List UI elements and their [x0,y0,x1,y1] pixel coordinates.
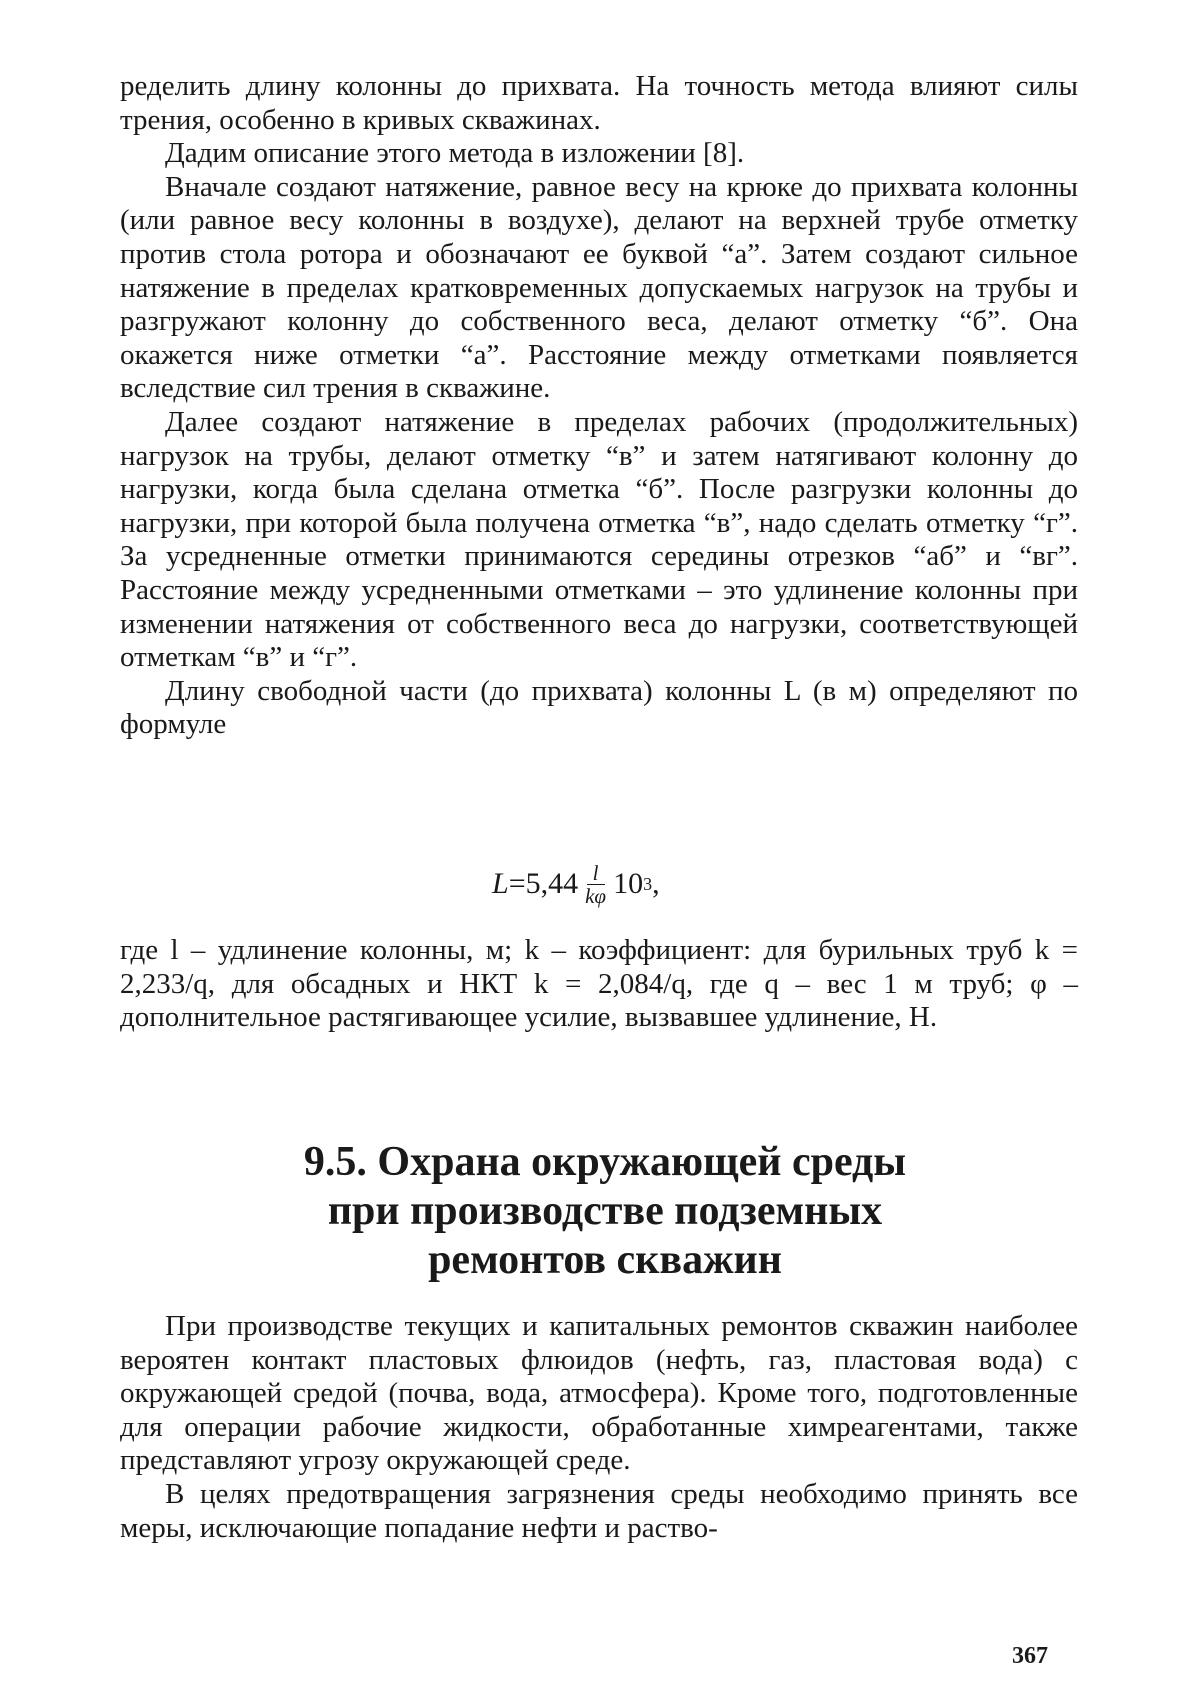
formula-lhs: L [492,867,509,900]
formula-power-base: 10 [613,867,644,900]
formula-fraction [581,862,610,907]
paragraph-formula-variables: где l – удлинение колонны, м; k – коэффициент: для бурильных труб k = 2,233/q, для обсадных и НКТ k = 2,084/q, где q – вес 1 м труб; φ – дополнительное растягивающее усилие, вызвавшее удлинение, Н. [120,934,1078,1034]
paragraph-prevention: В целях предотвращения загрязнения среды необходимо принять все меры, исключающие попадание нефти и раство- [120,1477,1078,1544]
paragraph-continuation: ределить длину колонны до прихвата. На точность метода влияют силы трения, особенно в кривых скважинах. [120,70,1078,136]
paragraph-method-intro: Дадим описание этого метода в изложении [8]. [165,137,745,170]
formula-exponent: 3 [643,873,653,894]
section-heading-line-3: ремонтов скважин [428,1237,782,1283]
bottom-text-block [120,1310,1078,1545]
formula-numerator: l [587,862,605,885]
paragraph-second-tension: Далее создают натяжение в пределах рабочих (продолжительных) нагрузок на трубы, делают отметку “в” и затем натягивают колонну до нагрузки, когда была сделана отметка “б”. После разгрузки колонны до нагрузки, при которой была получена отметка “в”, надо сделать отметку “г”. За усредненные отметки принимаются середины отрезков “аб” и “вг”. Расстояние между усредненными отметками – это удлинение колонны при изменении натяжения от собственного веса до нагрузки, соответствующей отметкам “в” и “г”. [120,405,1078,674]
paragraph-first-tension: Вначале создают натяжение, равное весу на крюке до прихвата колонны (или равное весу колонны в воздухе), делают на верхней трубе отметку против стола ротора и обозначают ее буквой “а”. Затем создают сильное натяжение в пределах кратковременных допускаемых нагрузок на трубы и разгружают колонну до собственного веса, делают отметку “б”. Она окажется ниже отметки “а”. Расстояние между отметками появляется вследствие сил трения в скважине. [120,170,1078,405]
top-text-block [120,70,1078,742]
formula-denominator: kφ [585,883,607,908]
paragraph-repair-contact: При производстве текущих и капитальных ремонтов скважин наиболее вероятен контакт пластовых флюидов (нефть, газ, пластовая вода) с окружающей средой (почва, вода, атмосфера). Кроме того, подготовленные для операции рабочие жидкости, обработанные химреагентами, также представляют угрозу окружающей среде. [120,1310,1078,1477]
formula-end: , [652,867,660,900]
section-heading [160,1138,1050,1285]
formula-explanation-block [120,934,1078,1035]
section-heading-line-2: при производстве подземных [327,1188,883,1234]
formula-coefficient: =5,44 [508,867,579,900]
length-formula [492,853,660,915]
page-number: 367 [1012,1643,1048,1669]
paragraph-length-formula-intro: Длину свободной части (до прихвата) колонны L (в м) определяют по формуле [120,674,1078,741]
section-heading-line-1: 9.5. Охрана окружающей среды [303,1139,907,1185]
